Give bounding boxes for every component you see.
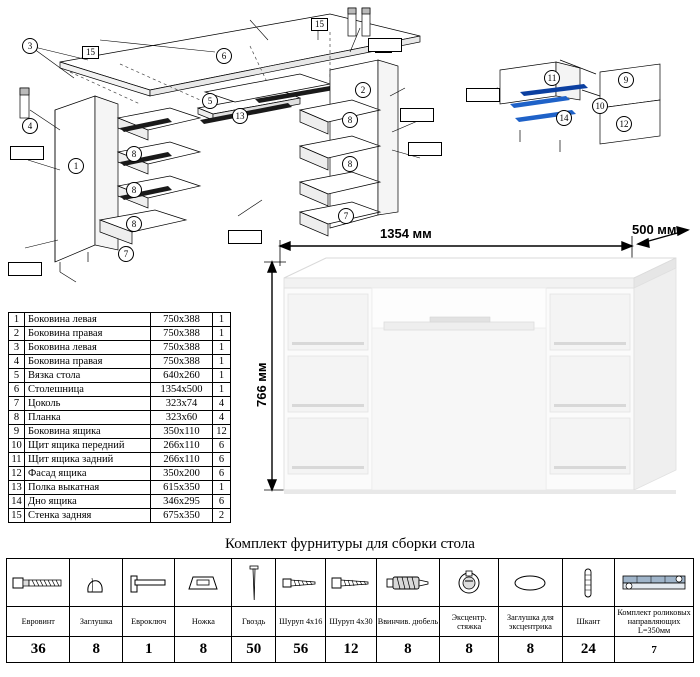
kit-label-0: Евровинт (7, 607, 70, 637)
table-row (9, 509, 231, 523)
part-number: 4 (9, 355, 25, 369)
cap-icon (84, 570, 108, 596)
part-dim: 750х388 (151, 313, 213, 327)
hw-badge-e (408, 142, 442, 156)
kit-qty-0: 36 (7, 637, 70, 663)
part-name: Планка (25, 411, 151, 425)
part-qty: 1 (213, 383, 231, 397)
callout-6: 6 (216, 48, 232, 64)
hw-badge-f (466, 88, 500, 102)
table-row (9, 425, 231, 439)
kit-qty-10: 24 (562, 637, 615, 663)
callout-2: 2 (355, 82, 371, 98)
kit-qty-2: 1 (122, 637, 175, 663)
part-qty: 1 (213, 341, 231, 355)
slide-rail-icon (621, 572, 687, 594)
kit-qty-4: 50 (232, 637, 276, 663)
part-qty: 4 (213, 411, 231, 425)
part-number: 9 (9, 425, 25, 439)
leg-icon-cell (175, 559, 232, 607)
part-dim: 750х388 (151, 327, 213, 341)
part-dim: 675х350 (151, 509, 213, 523)
parts-list-table (8, 312, 231, 523)
screw-4x16-icon (281, 575, 321, 591)
table-row (9, 369, 231, 383)
callout-14: 14 (556, 110, 572, 126)
part-name: Боковина левая (25, 313, 151, 327)
parts-list-body (9, 313, 231, 523)
kit-qty-11: 7 (615, 637, 694, 663)
hw-badge-g (368, 38, 402, 52)
part-number: 15 (9, 509, 25, 523)
part-qty: 4 (213, 397, 231, 411)
table-row (9, 411, 231, 425)
part-number: 7 (9, 397, 25, 411)
part-dim: 750х388 (151, 355, 213, 369)
kit-qty-8: 8 (440, 637, 499, 663)
part-qty: 6 (213, 467, 231, 481)
part-dim: 615х350 (151, 481, 213, 495)
cam-cap-icon (513, 574, 547, 592)
part-dim: 350х110 (151, 425, 213, 439)
part-number: 12 (9, 467, 25, 481)
part-dim: 750х388 (151, 341, 213, 355)
cam-cap-icon-cell (499, 559, 562, 607)
cam-icon-cell (440, 559, 499, 607)
part-number: 2 (9, 327, 25, 341)
part-dim: 266х110 (151, 439, 213, 453)
part-qty: 12 (213, 425, 231, 439)
part-number: 6 (9, 383, 25, 397)
part-qty: 1 (213, 369, 231, 383)
kit-label-2: Евроключ (122, 607, 175, 637)
callout-3: 3 (22, 38, 38, 54)
part-name: Столешница (25, 383, 151, 397)
table-row (9, 495, 231, 509)
kit-label-3: Ножка (175, 607, 232, 637)
part-name: Полка выкатная (25, 481, 151, 495)
part-dim: 640х260 (151, 369, 213, 383)
part-name: Боковина левая (25, 341, 151, 355)
kit-qty-5: 56 (276, 637, 326, 663)
part-name: Цоколь (25, 397, 151, 411)
callout-9: 9 (618, 72, 634, 88)
callout-8-e: 8 (342, 156, 358, 172)
kit-label-7: Ввинчив. дюбель (376, 607, 439, 637)
part-qty: 1 (213, 313, 231, 327)
part-dim: 346х295 (151, 495, 213, 509)
kit-title: Комплект фурнитуры для сборки стола (225, 536, 475, 552)
screw-4x16-icon-cell (276, 559, 326, 607)
kit-label-9: Заглушка для эксцентрика (499, 607, 562, 637)
dimension-depth: 500 мм (632, 222, 677, 237)
part-number: 13 (9, 481, 25, 495)
callout-8-d: 8 (342, 112, 358, 128)
screw-4x30-icon-cell (326, 559, 376, 607)
part-dim: 323х60 (151, 411, 213, 425)
callout-7-left: 7 (118, 246, 134, 262)
kit-label-4: Гвоздь (232, 607, 276, 637)
eurokey-icon-cell (122, 559, 175, 607)
part-qty: 6 (213, 439, 231, 453)
part-number: 14 (9, 495, 25, 509)
callout-7-right: 7 (338, 208, 354, 224)
part-name: Щит ящика задний (25, 453, 151, 467)
kit-qty-1: 8 (70, 637, 123, 663)
part-name: Фасад ящика (25, 467, 151, 481)
table-row (9, 341, 231, 355)
callout-15-b: 15 (311, 18, 328, 31)
slide-rail-icon-cell (615, 559, 694, 607)
kit-label-8: Эксцентр. стяжка (440, 607, 499, 637)
part-name: Боковина ящика (25, 425, 151, 439)
part-number: 1 (9, 313, 25, 327)
kit-qty-6: 12 (326, 637, 376, 663)
nail-icon-cell (232, 559, 276, 607)
screw-4x30-icon (330, 575, 372, 591)
callout-15-a: 15 (82, 46, 99, 59)
kit-icons-row (7, 559, 694, 607)
dowel-icon (385, 574, 431, 592)
callout-11: 11 (544, 70, 560, 86)
part-number: 5 (9, 369, 25, 383)
part-number: 11 (9, 453, 25, 467)
part-dim: 323х74 (151, 397, 213, 411)
callout-5: 5 (202, 93, 218, 109)
callout-8-a: 8 (126, 146, 142, 162)
callout-4: 4 (22, 118, 38, 134)
part-name: Стенка задняя (25, 509, 151, 523)
kit-qty-3: 8 (175, 637, 232, 663)
euroscrew-icon (12, 574, 64, 592)
part-number: 3 (9, 341, 25, 355)
shkant-icon-cell (562, 559, 615, 607)
shkant-icon (582, 566, 594, 600)
kit-qty-9: 8 (499, 637, 562, 663)
table-row (9, 313, 231, 327)
desk-render (252, 222, 700, 532)
callout-10: 10 (592, 98, 608, 114)
table-row (9, 467, 231, 481)
callout-1: 1 (68, 158, 84, 174)
kit-names-row (7, 607, 694, 637)
kit-label-1: Заглушка (70, 607, 123, 637)
part-number: 8 (9, 411, 25, 425)
callout-8-c: 8 (126, 216, 142, 232)
hardware-kit-table (6, 558, 694, 663)
part-dim: 350х200 (151, 467, 213, 481)
part-dim: 1354х500 (151, 383, 213, 397)
part-qty: 6 (213, 495, 231, 509)
table-row (9, 397, 231, 411)
cap-icon-cell (70, 559, 123, 607)
euroscrew-icon-cell (7, 559, 70, 607)
part-qty: 2 (213, 509, 231, 523)
kit-quantities-row (7, 637, 694, 663)
kit-qty-7: 8 (376, 637, 439, 663)
kit-label-6: Шуруп 4х30 (326, 607, 376, 637)
kit-label-10: Шкант (562, 607, 615, 637)
kit-label-5: Шуруп 4х16 (276, 607, 326, 637)
dimensioned-render (252, 222, 700, 532)
eurokey-icon (129, 570, 169, 596)
hw-badge-d (400, 108, 434, 122)
callout-8-b: 8 (126, 182, 142, 198)
callout-12: 12 (616, 116, 632, 132)
kit-label-11: Комплект роликовых направляющих L=350мм (615, 607, 694, 637)
cam-icon (455, 569, 483, 597)
part-qty: 1 (213, 327, 231, 341)
table-row (9, 439, 231, 453)
part-qty: 1 (213, 355, 231, 369)
dowel-icon-cell (376, 559, 439, 607)
hw-badge-a (10, 146, 44, 160)
part-qty: 6 (213, 453, 231, 467)
dimension-height: 766 мм (254, 362, 269, 407)
part-name: Боковина правая (25, 327, 151, 341)
dimension-width: 1354 мм (380, 226, 432, 241)
part-name: Щит ящика передний (25, 439, 151, 453)
table-row (9, 355, 231, 369)
part-number: 10 (9, 439, 25, 453)
part-name: Дно ящика (25, 495, 151, 509)
nail-icon (248, 564, 260, 602)
table-row (9, 481, 231, 495)
callout-13: 13 (232, 108, 248, 124)
part-qty: 1 (213, 481, 231, 495)
part-name: Вязка стола (25, 369, 151, 383)
table-row (9, 383, 231, 397)
leg-icon (185, 571, 221, 595)
table-row (9, 453, 231, 467)
table-row (9, 327, 231, 341)
hw-badge-b (8, 262, 42, 276)
part-name: Боковина правая (25, 355, 151, 369)
part-dim: 266х110 (151, 453, 213, 467)
